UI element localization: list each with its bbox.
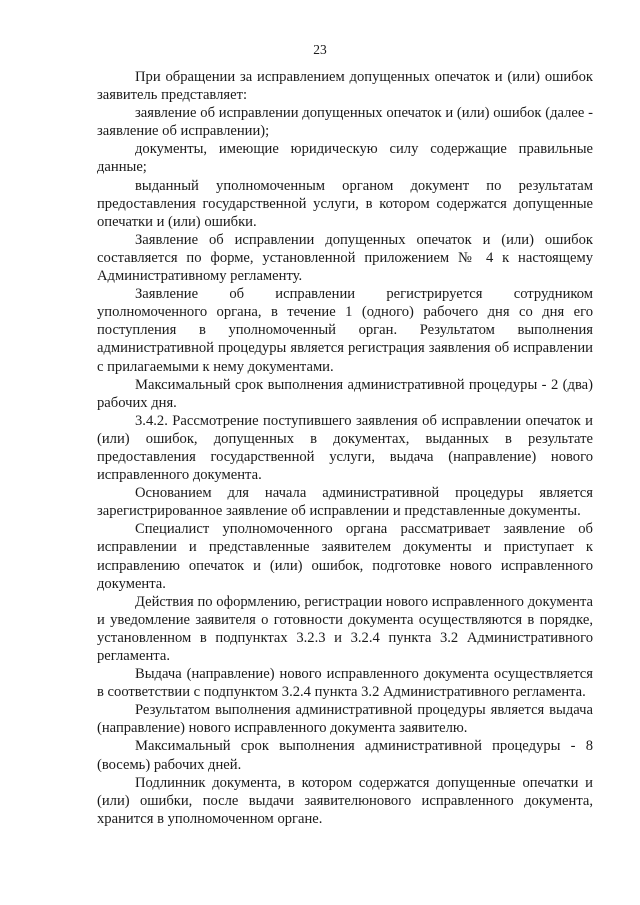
paragraph: Основанием для начала административной процедуры является зарегистрированное заявление об исправлении и представленные документы. bbox=[97, 485, 593, 520]
paragraph: Заявление об исправлении допущенных опечаток и (или) ошибок составляется по форме, установленной приложением № 4 к настоящему Административному регламенту. bbox=[97, 231, 593, 285]
paragraph: При обращении за исправлением допущенных опечаток и (или) ошибок заявитель представляет: bbox=[97, 69, 593, 104]
paragraph: Результатом выполнения административной процедуры является выдача (направление) нового исправленного документа заявителю. bbox=[97, 702, 593, 737]
paragraph: Заявление об исправлении регистрируется сотрудником уполномоченного органа, в течение 1 (одного) рабочего дня со дня его поступления в уполномоченный орган. Результатом выполнения административной процедуры является регистрация заявления об исправлении с прилагаемыми к нему документами. bbox=[97, 286, 593, 375]
paragraph: Максимальный срок выполнения административной процедуры - 2 (два) рабочих дня. bbox=[97, 376, 593, 411]
paragraph: Специалист уполномоченного органа рассматривает заявление об исправлении и представленные заявителем документы и приступает к исправлению опечаток и (или) ошибок, подготовке нового исправленного документа. bbox=[97, 521, 593, 592]
paragraph: Подлинник документа, в котором содержатся допущенные опечатки и (или) ошибки, после выдачи заявителюнового исправленного документа, хранится в уполномоченном органе. bbox=[97, 774, 593, 827]
paragraph: Действия по оформлению, регистрации нового исправленного документа и уведомление заявителя о готовности документа осуществляются в порядке, установленном в подпунктах 3.2.3 и 3.2.4 пункта 3.2 Административного регламента. bbox=[97, 593, 593, 664]
paragraph: Выдача (направление) нового исправленного документа осуществляется в соответствии с подпунктом 3.2.4 пункта 3.2 Административного регламента. bbox=[97, 666, 593, 701]
page-number: 23 bbox=[313, 42, 327, 57]
paragraph: выданный уполномоченным органом документ по результатам предоставления государственной услуги, в котором содержатся допущенные опечатки и (или) ошибки. bbox=[97, 177, 593, 230]
paragraph: документы, имеющие юридическую силу содержащие правильные данные; bbox=[97, 141, 593, 176]
paragraph: Максимальный срок выполнения административной процедуры - 8 (восемь) рабочих дней. bbox=[97, 738, 593, 773]
document-body bbox=[97, 68, 593, 828]
paragraph: заявление об исправлении допущенных опечаток и (или) ошибок (далее - заявление об исправлении); bbox=[97, 105, 593, 140]
paragraph: 3.4.2. Рассмотрение поступившего заявления об исправлении опечаток и (или) ошибок, допущенных в документах, выданных в результате предоставления государственной услуги, выдача (направление) нового исправленного документа. bbox=[97, 412, 593, 484]
